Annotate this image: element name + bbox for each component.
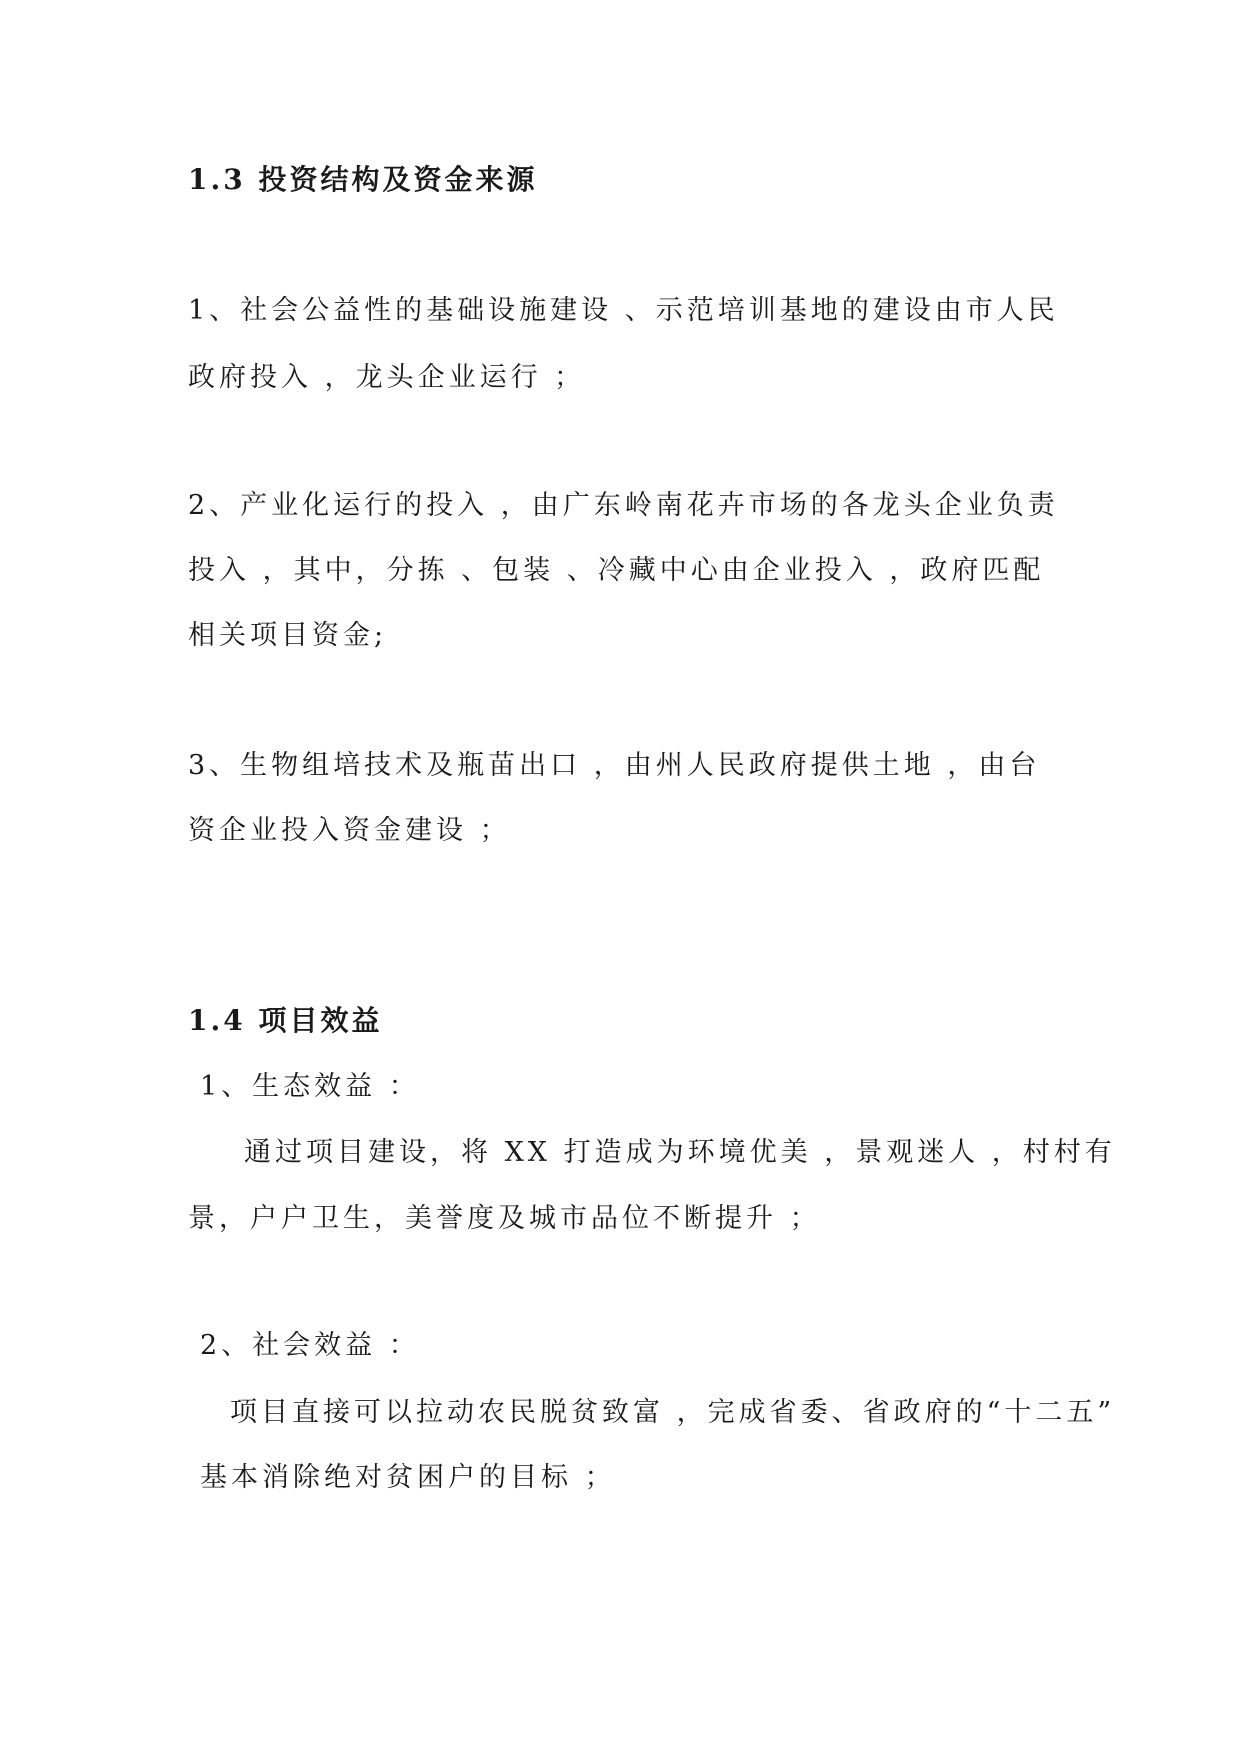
section-1-4-item-2-line-1: 项目直接可以拉动农民脱贫致富 ，完成省委、省政府的“十二五” [230,1397,1116,1428]
section-1-4-item-1-line-2: 景，户户卫生，美誉度及城市品位不断提升 ； [188,1203,821,1234]
section-1-3-item-3-line-1: 3、生物组培技术及瓶苗出口 ，由州人民政府提供土地 ，由台 [188,750,1041,781]
section-1-3-item-2-line-1: 2、产业化运行的投入 ，由广东岭南花卉市场的各龙头企业负责 [188,490,1059,521]
section-1-4-item-2-title: 2、社会效益 ： [200,1330,420,1361]
section-1-3-item-1-line-1: 1、社会公益性的基础设施建设 、示范培训基地的建设由市人民 [188,295,1059,326]
section-1-3-heading: 1.3 投资结构及资金来源 [188,163,538,196]
section-1-3-item-3-line-2: 资企业投入资金建设 ； [188,815,511,846]
section-1-3-item-2-line-2: 投入 ，其中，分拣 、包装 、冷藏中心由企业投入 ，政府匹配 [188,555,1045,586]
section-1-4-item-2-line-2: 基本消除绝对贫困户的目标 ； [200,1462,616,1493]
section-1-4-item-1-line-1: 通过项目建设，将 XX 打造成为环境优美 ，景观迷人 ，村村有 [244,1137,1116,1168]
section-1-3-item-1-line-2: 政府投入 ，龙头企业运行 ； [188,362,586,393]
section-1-4-item-1-title: 1、生态效益 ： [200,1071,420,1102]
section-1-4-heading: 1.4 项目效益 [188,1004,383,1037]
section-1-3-item-2-line-3: 相关项目资金; [188,620,388,651]
